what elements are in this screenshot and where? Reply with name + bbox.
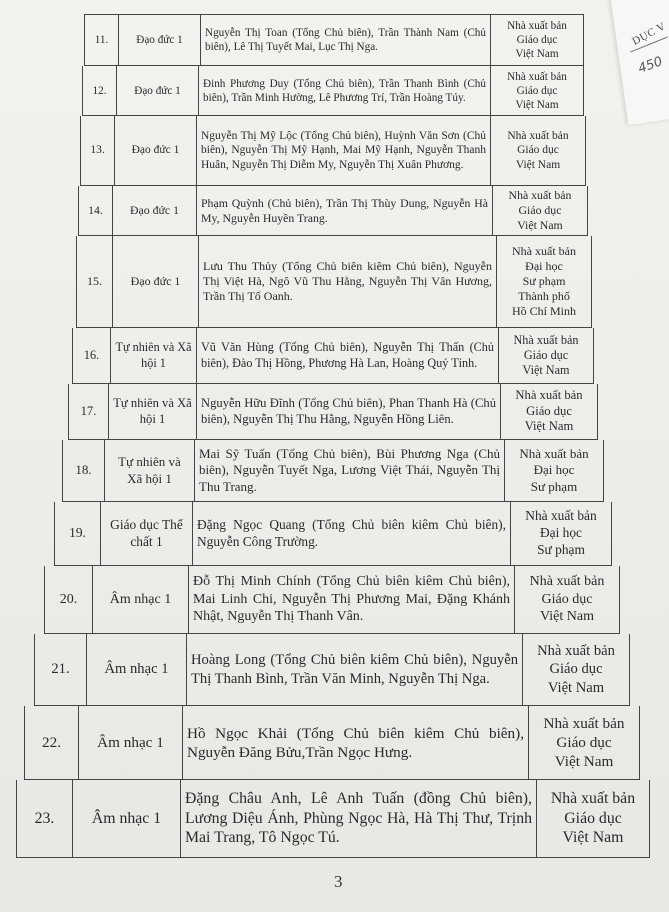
publisher-line: Sư phạm: [522, 274, 566, 288]
publisher-line: Việt Nam: [547, 679, 605, 696]
publisher-line: Nhà xuất bản: [529, 574, 605, 590]
subject-name: Tự nhiên và Xã hội 1: [111, 328, 197, 383]
authors: Đặng Ngọc Quang (Tổng Chủ biên kiêm Chủ biên), Nguyễn Công Trường.: [193, 502, 511, 565]
publisher-line: Việt Nam: [522, 363, 570, 378]
row-number: 12.: [83, 66, 117, 115]
subject-name: Đạo đức 1: [113, 186, 197, 235]
publisher-line: Nhà xuất bản: [512, 244, 576, 258]
row-number: 17.: [69, 384, 109, 439]
publisher-line: Giáo dục: [556, 734, 612, 751]
row-number: 16.: [73, 328, 111, 383]
table-row: [68, 384, 598, 440]
subject-name: Đạo đức 1: [117, 66, 199, 115]
subject-name: Âm nhạc 1: [79, 706, 183, 779]
row-number: 14.: [79, 186, 113, 235]
publisher: [505, 440, 603, 501]
publisher-line: Việt Nam: [554, 753, 614, 770]
publisher-line: Giáo dục: [523, 347, 569, 362]
publisher: [493, 186, 587, 235]
subject-name: Đạo đức 1: [119, 15, 201, 65]
corner-note-text: DỤC V: [630, 20, 668, 48]
publisher-line: Nhà xuất bản: [507, 129, 569, 142]
publisher: [491, 66, 583, 115]
authors: Mai Sỹ Tuấn (Tổng Chủ biên), Bùi Phương Nga (Chủ biên), Nguyễn Tuyết Nga, Lương Việt Thái, Nguyễn Thị Thu Trang.: [195, 440, 505, 501]
publisher-line: Giáo dục: [517, 144, 559, 157]
publisher-line: Nhà xuất bản: [507, 70, 567, 83]
table-row: [80, 116, 586, 186]
publisher-line: Nhà xuất bản: [508, 188, 572, 203]
publisher-line: Nhà xuất bản: [525, 508, 597, 524]
publisher-line: Hồ Chí Minh: [511, 304, 576, 318]
publisher: [537, 780, 649, 857]
publisher-line: Nhà xuất bản: [543, 715, 625, 732]
publisher-line: Việt Nam: [562, 829, 624, 847]
publisher: [529, 706, 639, 779]
subject-name: Tự nhiên và Xã hội 1: [105, 440, 195, 501]
publisher-line: Nhà xuất bản: [537, 643, 615, 660]
page-number: 3: [334, 872, 343, 891]
publisher-line: Nhà xuất bản: [519, 446, 589, 462]
row-number: 11.: [85, 15, 119, 65]
publisher-line: Đại học: [525, 259, 563, 273]
table-row: [44, 566, 620, 634]
publisher-line: Giáo dục: [516, 84, 558, 97]
publisher-line: Giáo dục: [516, 34, 558, 46]
publisher: [491, 116, 585, 185]
authors: Lưu Thu Thủy (Tổng Chủ biên kiêm Chủ biên), Nguyễn Thị Việt Hà, Ngô Vũ Thu Hằng, Nguyễn Thị Vân Hương, Trần Thị Tố Oanh.: [199, 236, 497, 327]
row-number: 19.: [55, 502, 101, 565]
publisher-line: Nhà xuất bản: [507, 20, 567, 32]
publisher-line: Nhà xuất bản: [515, 387, 583, 402]
row-number: 21.: [35, 634, 87, 705]
row-number: 15.: [77, 236, 113, 327]
publisher-line: Việt Nam: [524, 419, 574, 434]
row-number: 13.: [81, 116, 115, 185]
publisher-line: Đại học: [533, 462, 575, 478]
authors: Vũ Văn Hùng (Tổng Chủ biên), Nguyễn Thị Thấn (Chủ biên), Đào Thị Hồng, Phương Hà Lan, Hoàng Quý Tỉnh.: [197, 328, 499, 383]
publisher-line: Giáo dục: [518, 203, 562, 218]
table-row: [24, 706, 640, 780]
authors: Nguyễn Thị Mỹ Lộc (Tổng Chủ biên), Huỳnh Văn Sơn (Chủ biên), Nguyễn Thị Mỹ Hạnh, Mai Mỹ Hạnh, Nguyễn Thanh Huân, Nguyễn Thị Diễm My, Nguyễn Thị Xuân Phương.: [197, 116, 491, 185]
table-row: [84, 14, 584, 66]
publisher-line: Việt Nam: [515, 98, 559, 111]
subject-name: Giáo dục Thể chất 1: [101, 502, 193, 565]
authors: Đặng Châu Anh, Lê Anh Tuấn (đồng Chủ biên), Lương Diệu Ánh, Phùng Ngọc Hà, Hà Thị Thư, Trịnh Mai Trang, Tô Ngọc Tú.: [181, 780, 537, 857]
publisher-line: Việt Nam: [515, 48, 559, 60]
table-row: [82, 66, 584, 116]
authors: Hồ Ngọc Khải (Tổng Chủ biên kiêm Chủ biên), Nguyễn Đăng Bửu,Trần Ngọc Hưng.: [183, 706, 529, 779]
publisher-line: Sư phạm: [530, 478, 578, 494]
publisher-line: Giáo dục: [541, 591, 593, 607]
authors: Đỗ Thị Minh Chính (Tổng Chủ biên kiêm Chủ biên), Mai Linh Chi, Nguyễn Thị Phương Mai, Đặng Khánh Nhật, Nguyễn Thị Thanh Vân.: [189, 566, 515, 633]
authors: Nguyễn Thị Toan (Tổng Chủ biên), Trần Thành Nam (Chủ biên), Lê Thị Tuyết Mai, Lục Thị Nga.: [201, 15, 491, 65]
table-row: [78, 186, 588, 236]
subject-name: Âm nhạc 1: [87, 634, 187, 705]
publisher-line: Sư phạm: [537, 541, 585, 557]
table-row: [62, 440, 604, 502]
publisher-line: Nhà xuất bản: [513, 332, 579, 347]
publisher: [499, 328, 593, 383]
publisher: [515, 566, 619, 633]
authors: Nguyễn Hữu Đĩnh (Tổng Chủ biên), Phan Thanh Hà (Chủ biên), Nguyễn Thị Thu Hằng, Nguyễn Hồng Liên.: [197, 384, 501, 439]
subject-name: Tự nhiên và Xã hội 1: [109, 384, 197, 439]
table-row: [72, 328, 594, 384]
subject-name: Đạo đức 1: [113, 236, 199, 327]
publisher-line: Nhà xuất bản: [550, 789, 636, 807]
table-row: [54, 502, 612, 566]
row-number: 22.: [25, 706, 79, 779]
table-row: [76, 236, 592, 328]
authors: Phạm Quỳnh (Chủ biên), Trần Thị Thùy Dung, Nguyễn Hà My, Nguyễn Huyền Trang.: [197, 186, 493, 235]
publisher: [497, 236, 591, 327]
publisher-line: Giáo dục: [549, 661, 603, 678]
row-number: 23.: [17, 780, 73, 857]
publisher: [501, 384, 597, 439]
table-row: [34, 634, 630, 706]
authors: Đinh Phương Duy (Tổng Chủ biên), Trần Thanh Bình (Chủ biên), Trần Minh Hường, Lê Phương Trí, Trần Hoàng Túy.: [199, 66, 491, 115]
corner-note-handwritten: 450: [636, 54, 665, 77]
publisher: [511, 502, 611, 565]
publisher: [491, 15, 583, 65]
row-number: 20.: [45, 566, 93, 633]
subject-name: Âm nhạc 1: [93, 566, 189, 633]
publisher-line: Đại học: [539, 525, 583, 541]
publisher-line: Việt Nam: [515, 158, 561, 171]
publisher-line: Giáo dục: [526, 403, 572, 418]
publisher: [523, 634, 629, 705]
subject-name: Đạo đức 1: [115, 116, 197, 185]
publisher-line: Việt Nam: [517, 217, 563, 232]
publisher-line: Thành phố: [518, 289, 570, 303]
publisher-line: Việt Nam: [540, 609, 594, 625]
subject-name: Âm nhạc 1: [73, 780, 181, 857]
table-row: [16, 780, 650, 858]
authors: Hoàng Long (Tổng Chủ biên kiêm Chủ biên), Nguyễn Thị Thanh Bình, Trần Văn Minh, Nguyễn Thị Nga.: [187, 634, 523, 705]
row-number: 18.: [63, 440, 105, 501]
publisher-line: Giáo dục: [564, 809, 622, 827]
